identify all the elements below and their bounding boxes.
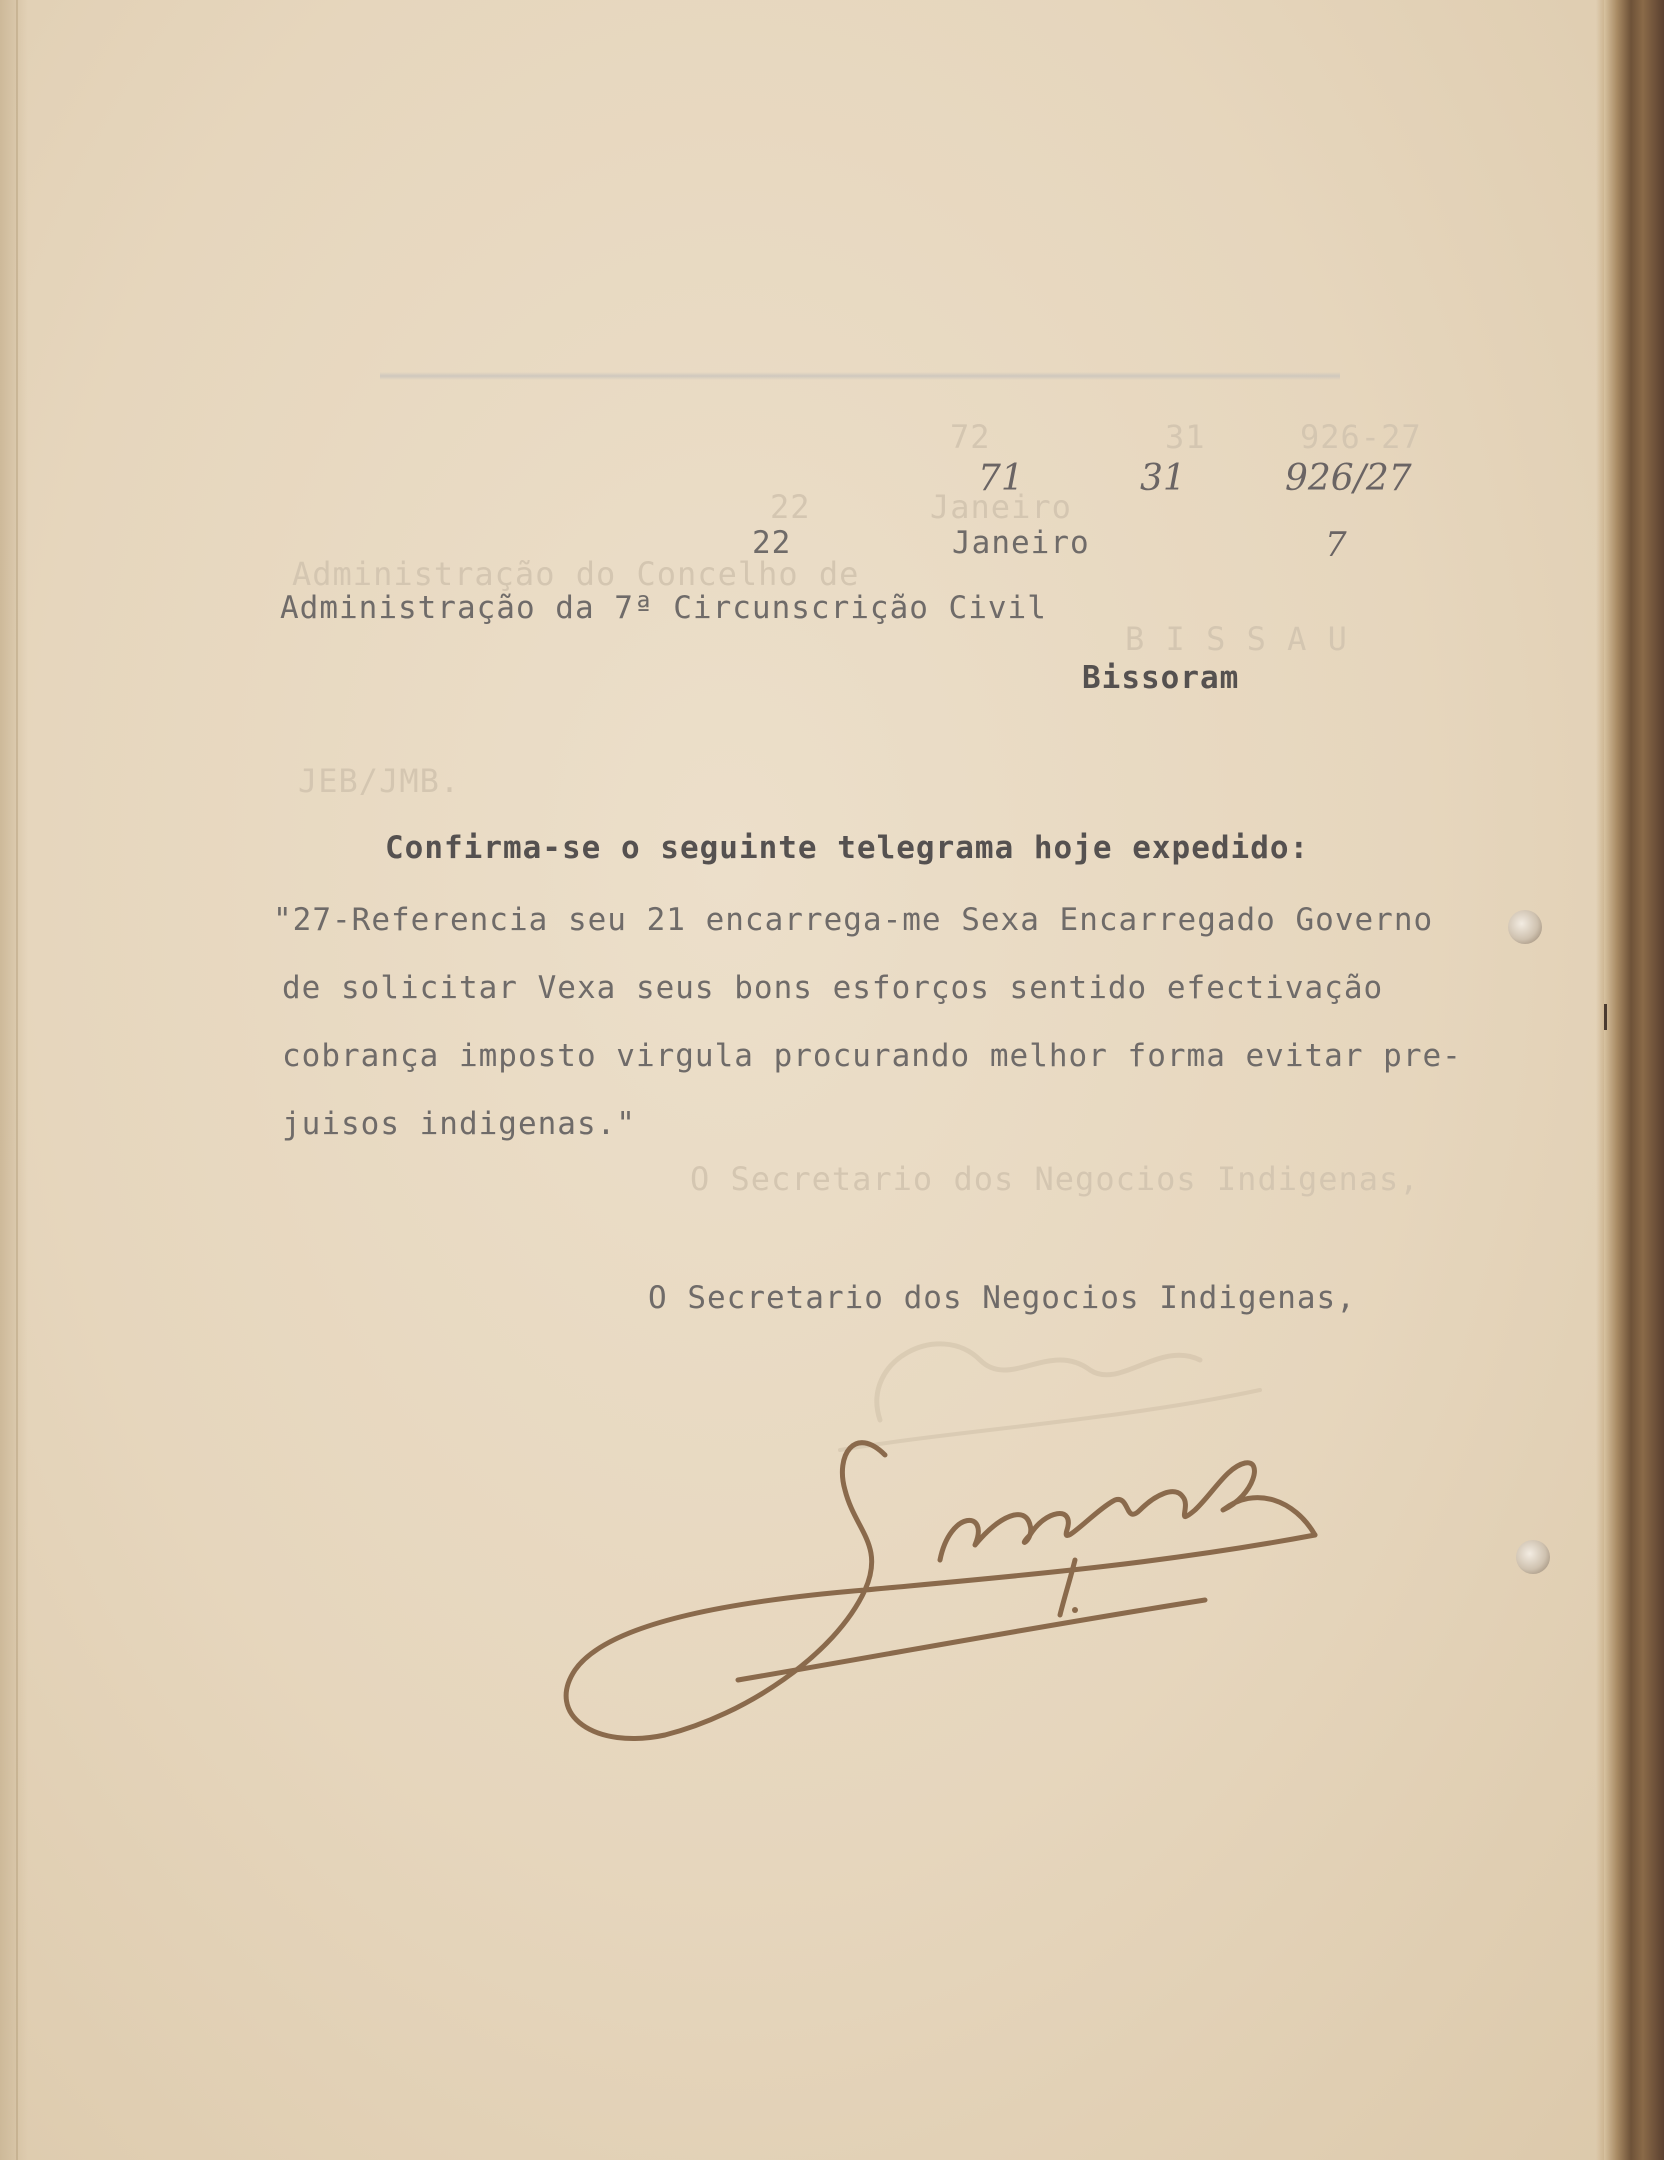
header-number-b: 31: [1140, 458, 1186, 499]
addressee-office: Administração da 7ª Circunscrição Civil: [280, 590, 1047, 626]
handwritten-signature: [555, 1415, 1345, 1755]
header-reference: 926/27: [1285, 458, 1412, 499]
body-intro: Confirma-se o seguinte telegrama hoje expedido:: [385, 830, 1310, 866]
header-rule: [380, 372, 1340, 380]
body-line-2: de solicitar Vexa seus bons esforços sentido efectivação: [282, 970, 1384, 1006]
binding-mark: [1604, 1004, 1607, 1030]
punch-hole-upper: [1508, 910, 1542, 944]
page-left-shadow: [0, 0, 28, 2160]
ghost-closing: O Secretario dos Negocios Indigenas,: [690, 1160, 1420, 1198]
header-number-a: 71: [978, 458, 1024, 499]
body-line-4: juisos indigenas.": [282, 1106, 636, 1142]
book-binding: [1604, 0, 1664, 2160]
ghost-num-a: 72: [950, 418, 991, 456]
header-sequence: 7: [1325, 525, 1347, 565]
ghost-ref: 926-27: [1300, 418, 1422, 456]
ghost-place: B I S S A U: [1125, 620, 1348, 658]
header-day: 22: [752, 525, 792, 561]
addressee-place: Bissoram: [1082, 660, 1240, 696]
page-fold-line: [16, 0, 18, 2160]
punch-hole-lower: [1516, 1540, 1550, 1574]
ghost-ref-initials: JEB/JMB.: [298, 762, 461, 800]
header-month: Janeiro: [952, 525, 1090, 561]
ghost-num-b: 31: [1165, 418, 1206, 456]
signoff-title: O Secretario dos Negocios Indigenas,: [648, 1280, 1356, 1316]
body-line-1: "27-Referencia seu 21 encarrega-me Sexa Encarregado Governo: [273, 902, 1434, 938]
ghost-month: Janeiro: [930, 488, 1072, 526]
ghost-office: Administração do Concelho de: [292, 555, 860, 593]
ghost-day: 22: [770, 488, 811, 526]
body-line-3: cobrança imposto virgula procurando melhor forma evitar pre-: [282, 1038, 1462, 1074]
